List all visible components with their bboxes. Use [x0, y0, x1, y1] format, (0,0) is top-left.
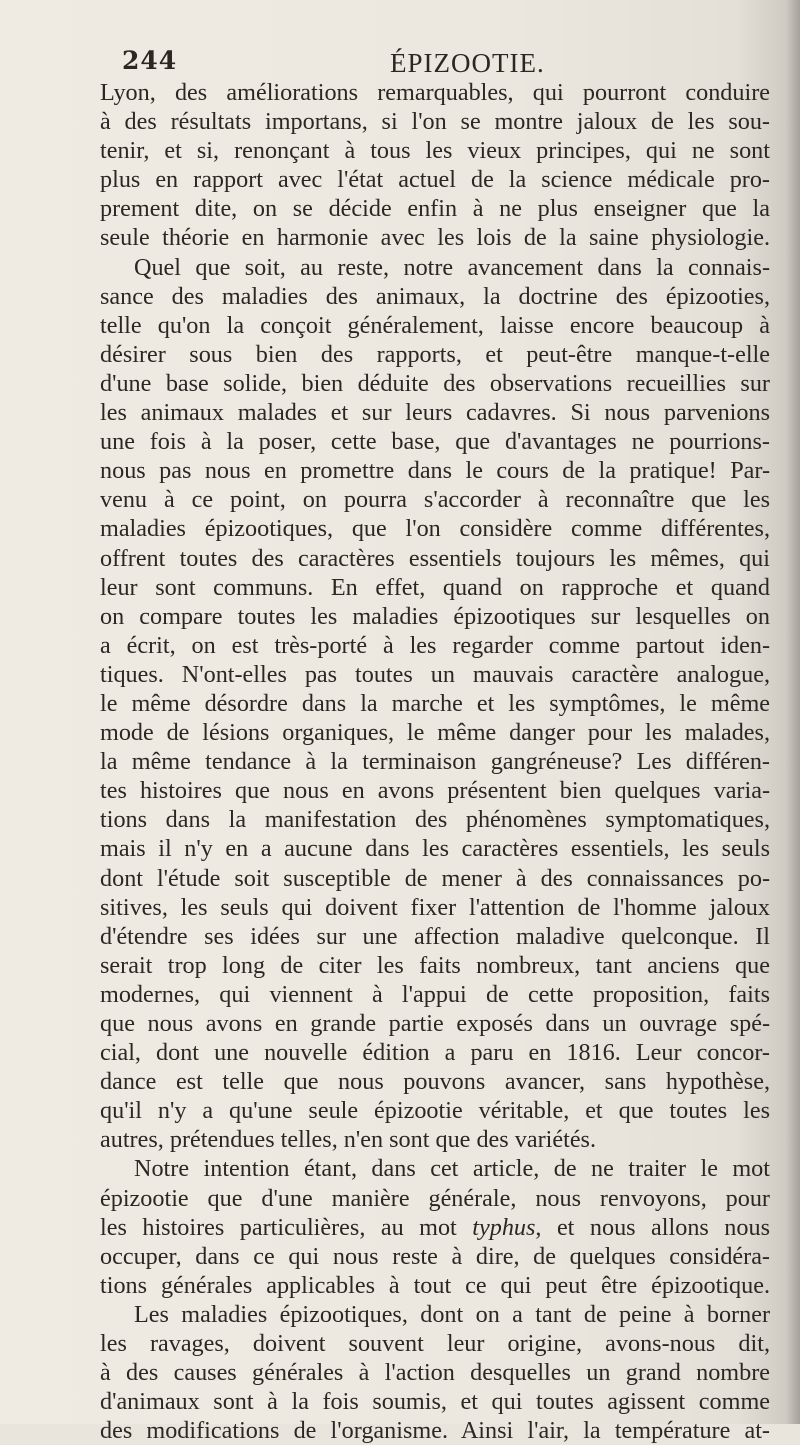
text-line: d'étendre ses idées sur une affection maladive quelconque. Il: [100, 922, 770, 950]
text-line: d'une base solide, bien déduite des observations recueillies sur: [100, 369, 770, 397]
text-line: Lyon, des améliorations remarquables, qui pourront conduire: [100, 79, 770, 106]
paragraph-end-line: autres, prétendues telles, n'en sont que des variétés.: [100, 1126, 597, 1154]
page-edge-shadow: [786, 0, 800, 1424]
text-line: d'animaux sont à la fois soumis, et qui toutes agissent comme: [100, 1388, 770, 1416]
text-line: la même tendance à la terminaison gangréneuse? Les différen-: [100, 748, 770, 776]
text-line: [100, 1213, 790, 1242]
text-line: à des causes générales à l'action desquelles un grand nombre: [100, 1359, 770, 1387]
text-line: tenir, et si, renonçant à tous les vieux principes, qui ne sont: [100, 137, 770, 165]
text-line: cial, dont une nouvelle édition a paru en 1816. Leur concor-: [100, 1039, 770, 1067]
text-line: à des résultats importans, si l'on se montre jaloux de les sou-: [100, 108, 770, 136]
text-line: venu à ce point, on pourra s'accorder à reconnaître que les: [100, 486, 770, 514]
text-line: tions dans la manifestation des phénomènes symptomatiques,: [100, 806, 770, 834]
text-line: nous pas nous en promettre dans le cours de la pratique! Par-: [100, 457, 770, 485]
text-line: leur sont communs. En effet, quand on rapproche et quand: [100, 573, 770, 601]
body-text: [100, 78, 790, 1445]
paragraph-start-line: Les maladies épizootiques, dont on a tant de peine à borner: [134, 1300, 770, 1328]
text-line: désirer sous bien des rapports, et peut-être manque-t-elle: [100, 340, 770, 368]
text-line: tiques. N'ont-elles pas toutes un mauvais caractère analogue,: [100, 660, 770, 688]
text-segment: les histoires particulières, au mot: [100, 1213, 457, 1241]
text-line: une fois à la poser, cette base, que d'avantages ne pourrions-: [100, 428, 770, 456]
text-line: a écrit, on est très-porté à les regarder comme partout iden-: [100, 631, 770, 659]
text-line: plus en rapport avec l'état actuel de la science médicale pro-: [100, 166, 770, 194]
text-line: sitives, les seuls qui doivent fixer l'attention de l'homme jaloux: [100, 893, 770, 921]
page-number: 244: [122, 46, 178, 75]
text-line: mode de lésions organiques, le même danger pour les malades,: [100, 719, 770, 747]
text-line: les animaux malades et sur leurs cadavres. Si nous parvenions: [100, 399, 770, 427]
text-segment: , et nous allons nous: [535, 1213, 770, 1241]
text-line: le même désordre dans la marche et les symptômes, le même: [100, 689, 770, 717]
text-line: qu'il n'y a qu'une seule épizootie véritable, et que toutes les: [100, 1097, 770, 1125]
text-line: occuper, dans ce qui nous reste à dire, de quelques considéra-: [100, 1242, 770, 1270]
text-line: seule théorie en harmonie avec les lois de la saine physiologie.: [100, 224, 770, 252]
text-line: telle qu'on la conçoit généralement, laisse encore beaucoup à: [100, 311, 770, 339]
text-line: sance des maladies des animaux, la doctrine des épizooties,: [100, 282, 770, 310]
text-line: offrent toutes des caractères essentiels toujours les mêmes, qui: [100, 544, 770, 572]
text-line: mais il n'y en a aucune dans les caractères essentiels, les seuls: [100, 835, 770, 863]
text-line: on compare toutes les maladies épizootiques sur lesquelles on: [100, 602, 770, 630]
paragraph-start-line: Notre intention étant, dans cet article, de ne traiter le mot: [134, 1155, 770, 1183]
text-line: les ravages, doivent souvent leur origine, avons-nous dit,: [100, 1330, 770, 1358]
text-line: serait trop long de citer les faits nombreux, tant anciens que: [100, 951, 770, 979]
text-line: dance est telle que nous pouvons avancer, sans hypothèse,: [100, 1068, 770, 1096]
text-line: que nous avons en grande partie exposés dans un ouvrage spé-: [100, 1010, 770, 1037]
text-line: épizootie que d'une manière générale, nous renvoyons, pour: [100, 1184, 770, 1212]
text-line: maladies épizootiques, que l'on considère comme différentes,: [100, 515, 770, 543]
running-title: ÉPIZOOTIE.: [390, 48, 545, 78]
text-line: tes histoires que nous en avons présentent bien quelques varia-: [100, 777, 770, 805]
text-line: prement dite, on se décide enfin à ne plus enseigner que la: [100, 195, 770, 223]
paragraph-start-line: Quel que soit, au reste, notre avancement dans la connais-: [134, 253, 770, 281]
text-line: tions générales applicables à tout ce qui peut être épizootique.: [100, 1271, 770, 1299]
text-line: dont l'étude soit susceptible de mener à des connaissances po-: [100, 864, 770, 892]
italic-term: typhus: [472, 1213, 536, 1241]
text-line: des modifications de l'organisme. Ainsi l'air, la température at-: [100, 1417, 770, 1445]
text-line: modernes, qui viennent à l'appui de cette proposition, faits: [100, 980, 770, 1008]
